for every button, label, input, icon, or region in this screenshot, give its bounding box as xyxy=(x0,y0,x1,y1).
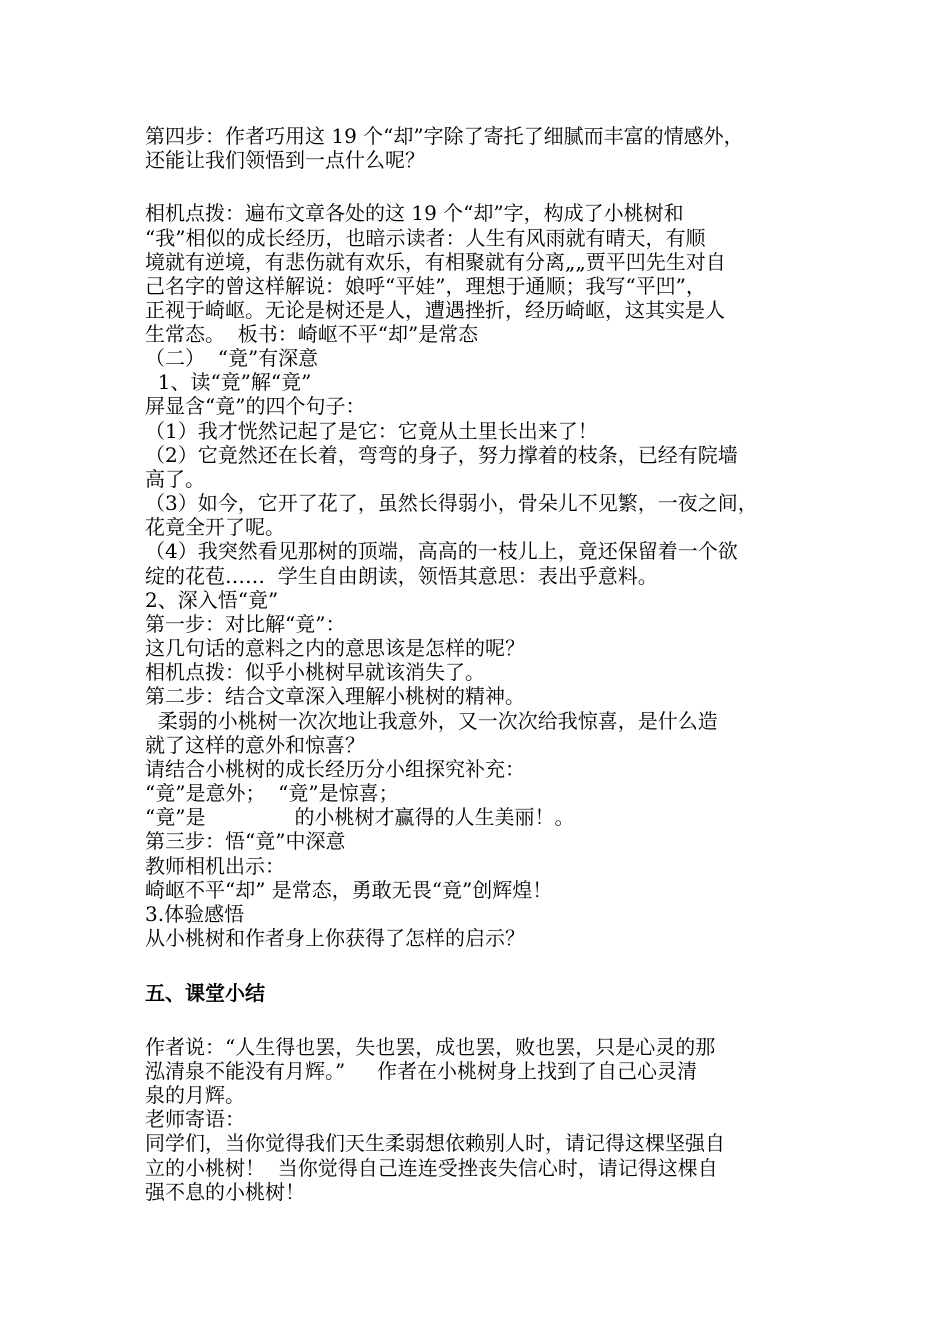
paragraph-line: 屏显含“竟”的四个句子： xyxy=(145,394,366,418)
list-item: （2）它竟然还在长着，弯弯的身子，努力撑着的枝条，已经有院墙 xyxy=(145,443,738,467)
paragraph-line: 第一步：对比解“竟”： xyxy=(145,612,346,636)
list-item-continued: 高了。 xyxy=(145,467,205,491)
list-item: （3）如今，它开了花了，虽然长得弱小，骨朵儿不见繁，一夜之间， xyxy=(145,491,758,515)
subsection-heading: 2、深入悟“竟” xyxy=(145,588,279,612)
board-summary-line: 崎岖不平“却” 是常态，勇敢无畏“竟”创辉煌！ xyxy=(145,878,553,902)
paragraph-line: 相机点拨：遍布文章各处的这 19 个“却”字，构成了小桃树和 xyxy=(145,201,684,225)
paragraph-line: 正视于崎岖。无论是树还是人，遭遇挫折，经历崎岖，这其实是人 xyxy=(145,298,725,322)
list-item: （4）我突然看见那树的顶端，高高的一枝儿上，竟还保留着一个欲 xyxy=(145,539,738,563)
paragraph-line: 同学们，当你觉得我们天生柔弱想依赖别人时，请记得这棵坚强自 xyxy=(145,1131,725,1155)
paragraph-line: 强不息的小桃树！ xyxy=(145,1180,305,1204)
paragraph-line: 这几句话的意料之内的意思该是怎样的呢？ xyxy=(145,636,525,660)
paragraph-line: “我”相似的成长经历，也暗示读者：人生有风雨就有晴天，有顺 xyxy=(145,226,706,250)
paragraph-line: 生常态。 板书：崎岖不平“却”是常态 xyxy=(145,322,479,346)
paragraph-line: 立的小桃树！ 当你觉得自己连连受挫丧失信心时，请记得这棵自 xyxy=(145,1156,718,1180)
section-title-summary: 五、课堂小结 xyxy=(145,981,265,1005)
paragraph-line: 就了这样的意外和惊喜？ xyxy=(145,733,365,757)
paragraph-line: 泓清泉不能没有月辉。” 作者在小桃树身上找到了自己心灵清 xyxy=(145,1059,698,1083)
paragraph-line: “竟”是意外； “竟”是惊喜； xyxy=(145,781,399,805)
paragraph-line: 境就有逆境，有悲伤就有欢乐，有相聚就有分离„„贾平凹先生对自 xyxy=(145,250,726,274)
paragraph-line: 从小桃树和作者身上你获得了怎样的启示？ xyxy=(145,926,525,950)
paragraph-line: 第三步：悟“竟”中深意 xyxy=(145,829,346,853)
fill-in-blank-line: “竟”是 的小桃树才赢得的人生美丽！。 xyxy=(145,805,575,829)
paragraph-line: 作者说：“人生得也罢，失也罢，成也罢，败也罢，只是心灵的那 xyxy=(145,1035,716,1059)
list-item-continued: 绽的花苞…… 学生自由朗读，领悟其意思：表出乎意料。 xyxy=(145,564,658,588)
paragraph-line: 第二步：结合文章深入理解小桃树的精神。 xyxy=(145,684,525,708)
paragraph-line: 还能让我们领悟到一点什么呢？ xyxy=(145,148,425,172)
paragraph-line: 请结合小桃树的成长经历分小组探究补充： xyxy=(145,757,525,781)
paragraph-line: 相机点拨：似乎小桃树早就该消失了。 xyxy=(145,660,485,684)
section-heading: （二） “竟”有深意 xyxy=(145,346,319,370)
paragraph-line: 老师寄语： xyxy=(145,1107,245,1131)
paragraph-line: 柔弱的小桃树一次次地让我意外，又一次次给我惊喜，是什么造 xyxy=(145,709,718,733)
paragraph-line: 教师相机出示： xyxy=(145,854,285,878)
subsection-heading: 1、读“竟”解“竟” xyxy=(145,370,312,394)
paragraph-line: 己名字的曾这样解说：娘呼“平娃”，理想于通顺；我写“平凹”， xyxy=(145,274,706,298)
list-item-continued: 花竟全开了呢。 xyxy=(145,515,285,539)
list-item: （1）我才恍然记起了是它：它竟从土里长出来了！ xyxy=(145,419,598,443)
paragraph-line: 泉的月辉。 xyxy=(145,1083,245,1107)
paragraph-line: 第四步：作者巧用这 19 个“却”字除了寄托了细腻而丰富的情感外， xyxy=(145,124,744,148)
subsection-heading: 3.体验感悟 xyxy=(145,902,245,926)
